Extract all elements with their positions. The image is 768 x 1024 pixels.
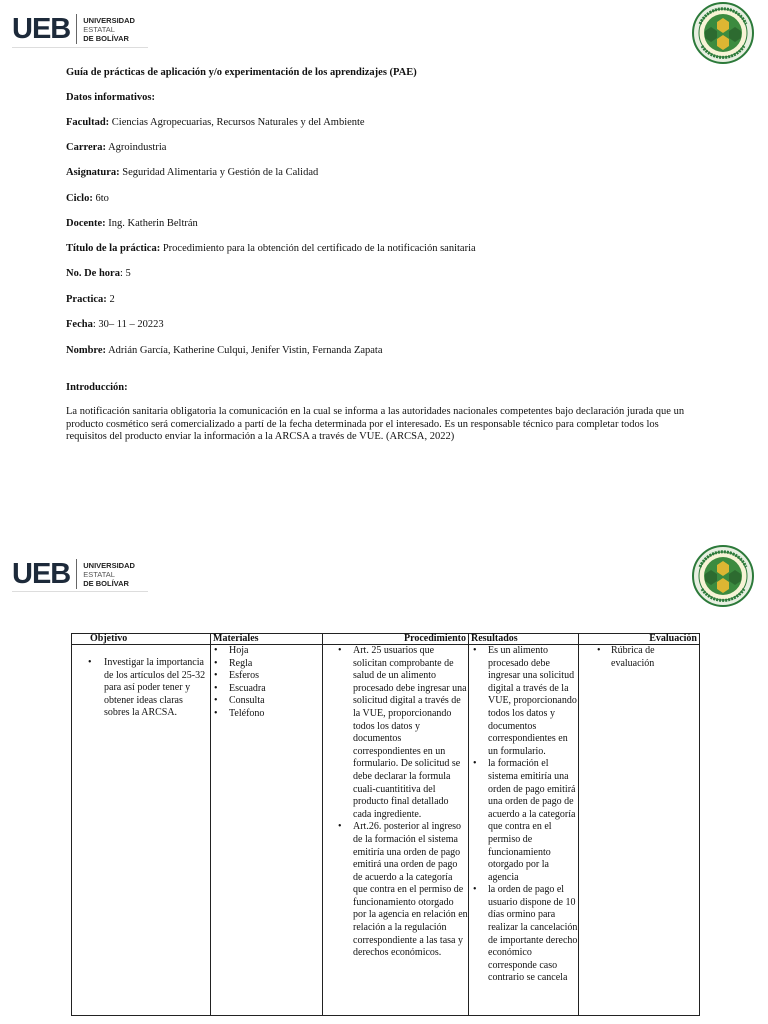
ueb-logo-line2: ESTATAL xyxy=(83,24,115,34)
ueb-logo-mark: UEB xyxy=(12,557,71,590)
introduccion-heading: Introducción: xyxy=(66,382,128,393)
list-item: • Esferos xyxy=(211,670,322,683)
cell-materiales xyxy=(211,645,323,1016)
header-objetivo: Objetivo xyxy=(72,634,211,645)
table-row xyxy=(72,645,700,1016)
cell-evaluacion xyxy=(579,645,700,1016)
ueb-logo-page2 xyxy=(12,559,135,589)
list-item: • la formación el sistema emitiría una orden de pago emitirá una orden de pago de acuerdo a la categoría que contra en el permiso de funcionamiento otorgado por la agencia xyxy=(469,758,578,884)
field-facultad: Facultad: Ciencias Agropecuarias, Recursos Naturales y del Ambiente xyxy=(66,117,365,128)
field-practica: Practica: 2 xyxy=(66,294,115,305)
cell-procedimiento xyxy=(323,645,469,1016)
list-item: • Es un alimento procesado debe ingresar una solicitud digital a través de la VUE, proporcionando todos los datos y documentos correspondientes en un formulario. xyxy=(469,645,578,758)
list-item: • Rúbrica de evaluación xyxy=(579,645,699,670)
list-item: • Escuadra xyxy=(211,683,322,696)
list-item: • Teléfono xyxy=(211,708,322,721)
list-item: • Art. 25 usuarios que solicitan comprobante de salud de un alimento procesado debe ingresar una solicitud digital a través de la VUE, proporcionando todos los datos y documentos correspondientes en un formulario. De solicitud se debe declarar la formula cuali-cuantititiva del producto final detallado cada ingrediente. xyxy=(323,645,468,821)
field-ciclo: Ciclo: 6to xyxy=(66,193,109,204)
header-evaluacion: Evaluación xyxy=(579,634,700,645)
list-item: • Art.26. posterior al ingreso de la formación el sistema emitiría una orden de pago emitirá una orden de pago de acuerdo a la categoría que contra en el permiso de funcionamiento otorgado por la agencia en relación en relación a la regulación correspondiente a las tasa y derechos económicos. xyxy=(323,821,468,960)
list-item: • Consulta xyxy=(211,695,322,708)
cell-objetivo xyxy=(72,645,211,1016)
field-titulo-practica: Título de la práctica: Procedimiento para la obtención del certificado de la notificación sanitaria xyxy=(66,243,476,254)
ueb-logo-line3: DE BOLÍVAR xyxy=(83,578,129,588)
pae-table xyxy=(71,633,700,1016)
ueb-logo-line1: UNIVERSIDAD xyxy=(83,560,135,570)
header-materiales: Materiales xyxy=(211,634,323,645)
field-nombre: Nombre: Adrián García, Katherine Culqui, Jenifer Vistin, Fernanda Zapata xyxy=(66,345,383,356)
ueb-logo-line2: ESTATAL xyxy=(83,569,115,579)
field-fecha: Fecha: 30– 11 – 20223 xyxy=(66,319,164,330)
cell-resultados xyxy=(469,645,579,1016)
agroindustria-seal-icon xyxy=(692,2,754,64)
table-header-row xyxy=(72,634,700,645)
ueb-logo-line1: UNIVERSIDAD xyxy=(83,15,135,25)
field-asignatura: Asignatura: Seguridad Alimentaria y Gestión de la Calidad xyxy=(66,167,319,178)
field-no-hora: No. De hora: 5 xyxy=(66,268,131,279)
field-docente: Docente: Ing. Katherin Beltrán xyxy=(66,218,198,229)
list-item: • Hoja xyxy=(211,645,322,658)
header-resultados: Resultados xyxy=(469,634,579,645)
list-item: • Investigar la importancia de los artículos del 25-32 para así poder tener y obtener ideas claras sobres la ARCSA. xyxy=(72,657,210,720)
field-carrera: Carrera: Agroindustria xyxy=(66,142,167,153)
document-title: Guía de prácticas de aplicación y/o experimentación de los aprendizajes (PAE) xyxy=(66,67,417,78)
logo-divider xyxy=(12,591,148,592)
agroindustria-seal-icon xyxy=(692,545,754,607)
ueb-logo-line3: DE BOLÍVAR xyxy=(83,33,129,43)
header-procedimiento: Procedimiento xyxy=(323,634,469,645)
ueb-logo xyxy=(12,14,135,44)
datos-informativos-heading: Datos informativos: xyxy=(66,92,155,103)
list-item: • la orden de pago el usuario dispone de 10 días ormino para realizar la cancelación de importante derecho económico corresponde caso contrario se cancela xyxy=(469,884,578,985)
introduccion-paragraph: La notificación sanitaria obligatoria la comunicación en la cual se informa a las autoridades nacionales competentes bajo declaración jurada que un producto cosmético será comercializado a partí de la fecha determinada por el interesado. Es un responsable técnico para completar todos los requisitos del producto enviar la información a la ARCSA a través de VUE. (ARCSA, 2022) xyxy=(66,406,685,442)
logo-divider xyxy=(12,47,148,48)
list-item: • Regla xyxy=(211,658,322,671)
ueb-logo-mark: UEB xyxy=(12,12,71,45)
